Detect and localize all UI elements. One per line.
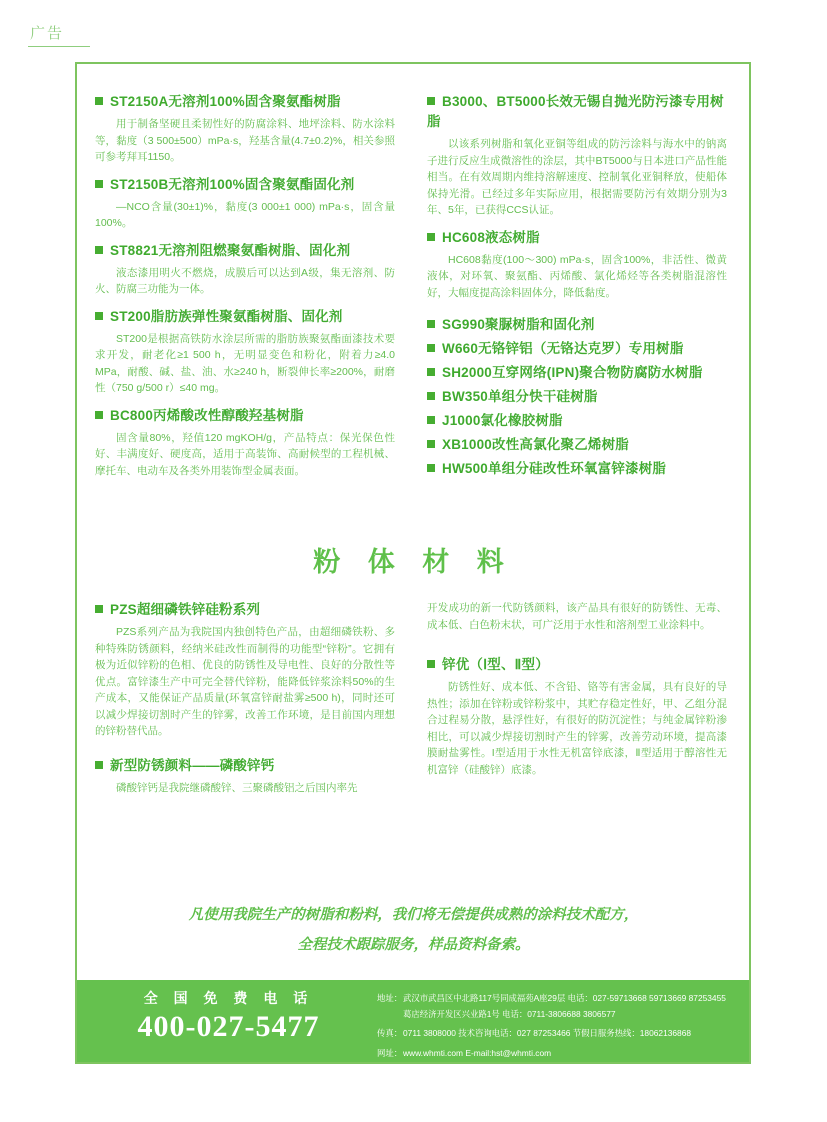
resin-item xyxy=(95,175,395,232)
footer-web-value[interactable]: www.whmti.com E-mail:hst@whmti.com xyxy=(403,1047,552,1058)
resin-list-item xyxy=(427,459,727,479)
resin-list-item-text: SH2000互穿网络(IPN)聚合物防腐防水树脂 xyxy=(442,365,703,380)
resin-item xyxy=(427,228,727,302)
ad-tag: 广告 xyxy=(30,25,65,42)
footer-address-value: 武汉市武昌区中北路117号同成福苑A座29层 电话：027-59713668 59713669 87253455 xyxy=(403,993,726,1003)
footer-hotline-block xyxy=(91,988,366,1044)
square-bullet-icon xyxy=(427,660,435,668)
powder-item xyxy=(427,655,727,778)
powder-column-left xyxy=(95,600,395,805)
footer-bar xyxy=(77,980,749,1062)
square-bullet-icon xyxy=(95,605,103,613)
resin-list-item-text: HW500单组分硅改性环氧富锌漆树脂 xyxy=(442,461,667,476)
resin-item-title xyxy=(427,228,727,248)
square-bullet-icon xyxy=(427,416,435,424)
resin-item-title-text: ST8821无溶剂阻燃聚氨酯树脂、固化剂 xyxy=(110,242,351,258)
resin-list-item-text: SG990聚脲树脂和固化剂 xyxy=(442,317,595,332)
resin-item-title-text: B3000、BT5000长效无锡自抛光防污漆专用树脂 xyxy=(427,94,724,129)
resin-item-title xyxy=(95,307,395,327)
resin-item xyxy=(95,307,395,397)
powder-column-right xyxy=(427,600,727,787)
square-bullet-icon xyxy=(95,246,103,254)
resin-item-title-text: ST2150A无溶剂100%固含聚氨酯树脂 xyxy=(110,94,341,109)
resin-list-item-text: W660无铬锌铝（无铬达克罗）专用树脂 xyxy=(442,341,684,356)
resin-list-item-text: XB1000改性高氯化聚乙烯树脂 xyxy=(442,437,629,452)
resin-simple-list xyxy=(427,315,727,479)
resin-item-body: 固含量80%，羟值120 mgKOH/g，产品特点：保光保色性好、丰满度好、硬度高，适用于高装饰、高耐候型的工程机械、摩托车、电动车及各类外用装饰型金属表面。 xyxy=(95,431,395,477)
powder-item-body: 磷酸锌钙是我院继磷酸锌、三聚磷酸铝之后国内率先 xyxy=(116,781,358,794)
square-bullet-icon xyxy=(427,392,435,400)
resin-list-item xyxy=(427,387,727,407)
resin-list-item-text: BW350单组分快干硅树脂 xyxy=(442,389,598,404)
powder-item xyxy=(95,756,395,797)
resin-column-left xyxy=(95,92,395,488)
resin-item-title xyxy=(95,406,395,426)
resin-item xyxy=(427,92,727,219)
square-bullet-icon xyxy=(95,761,103,769)
resin-item-body: HC608黏度(100～300) mPa·s，固含100%，非活性、微黄液体，对环氧、聚氨酯、丙烯酸、氯化烯烃等各类树脂混溶性好，大幅度提高涂料固体分，降低黏度。 xyxy=(427,253,727,299)
powder-item-body: 防锈性好、成本低、不含铅、铬等有害金属，具有良好的导热性；添加在锌粉或锌粉浆中，其贮存稳定性好，甲、乙组分混合过程易分散，悬浮性好，有很好的防沉淀性；与纯金属锌粉渗相比，可以减少焊接切割时产生的锌雾，改善劳动环境，提高漆膜耐盐雾性。I型适用于水性无机富锌底漆，Ⅱ型适用于醇溶性无机富锌（硅酸锌）底漆。 xyxy=(427,681,727,776)
square-bullet-icon xyxy=(95,180,103,188)
powder-item-title-text: PZS超细磷铁锌硅粉系列 xyxy=(110,602,261,617)
powder-item-title-text: 新型防锈颜料——磷酸锌钙 xyxy=(110,757,275,773)
resin-item-title xyxy=(427,92,727,132)
resin-list-item xyxy=(427,411,727,431)
footer-web-label: 网址： xyxy=(377,1047,403,1058)
resin-item-body: —NCO含量(30±1)%，黏度(3 000±1 000) mPa·s，固含量100%。 xyxy=(95,200,395,229)
slogan xyxy=(0,900,827,960)
footer-phone-number: 400-027-5477 xyxy=(137,1010,320,1043)
powder-item-title xyxy=(427,655,727,675)
resin-item xyxy=(95,92,395,166)
square-bullet-icon xyxy=(427,440,435,448)
footer-address-line xyxy=(377,991,739,1007)
resin-item-title-text: HC608液态树脂 xyxy=(442,229,540,245)
resin-item-title xyxy=(95,175,395,195)
resin-list-item-text: J1000氯化橡胶树脂 xyxy=(442,413,563,428)
footer-contact-block xyxy=(377,991,739,1061)
section-heading-powder: 粉 体 材 料 xyxy=(313,547,514,577)
powder-item-continuation xyxy=(427,600,727,633)
slogan-line: 全程技术跟踪服务，样品资料备索。 xyxy=(297,937,530,953)
resin-item-body: 以该系列树脂和氧化亚铜等组成的防污涂料与海水中的钠离子进行反应生成微溶性的涂层，其中BT5000与日本进口产品性能相当。在有效周期内维持溶解速度、控制氧化亚铜释放，使船体保持光滑。已经过多年实际应用，根据需要防污有效期分别为3年、5年，已获得CCS认证。 xyxy=(427,138,727,216)
resin-list-item xyxy=(427,435,727,455)
resin-section xyxy=(95,92,735,488)
powder-item-title xyxy=(95,756,395,776)
ad-tag-underline xyxy=(28,46,90,47)
square-bullet-icon xyxy=(95,97,103,105)
square-bullet-icon xyxy=(427,368,435,376)
square-bullet-icon xyxy=(427,97,435,105)
square-bullet-icon xyxy=(427,344,435,352)
footer-free-label: 全 国 免 费 电 话 xyxy=(143,990,314,1006)
resin-item xyxy=(95,241,395,298)
resin-item-title-text: ST2150B无溶剂100%固含聚氨酯固化剂 xyxy=(110,176,355,192)
powder-item xyxy=(95,600,395,740)
footer-address-label: 地址： xyxy=(377,993,403,1003)
square-bullet-icon xyxy=(95,312,103,320)
square-bullet-icon xyxy=(95,411,103,419)
footer-address-line-2 xyxy=(377,1007,739,1023)
footer-fax-line xyxy=(377,1026,739,1042)
square-bullet-icon xyxy=(427,464,435,472)
resin-list-item xyxy=(427,315,727,335)
resin-item-body: 用于制备坚硬且柔韧性好的防腐涂料、地坪涂料、防水涂料等，黏度（3 500±500）mPa·s，羟基含量(4.7±0.2)%，相关参照可参考拜耳1150。 xyxy=(95,118,395,163)
resin-list-item xyxy=(427,339,727,359)
powder-section xyxy=(95,600,735,805)
powder-item-body: 开发成功的新一代防锈颜料，该产品具有很好的防锈性、无毒、成本低、白色粉末状，可广泛用于水性和溶剂型工业涂料中。 xyxy=(427,602,727,631)
resin-list-item xyxy=(427,363,727,383)
footer-fax-label: 传真： xyxy=(377,1028,403,1038)
footer-address-value-2: 葛店经济开发区兴业路1号 电话：0711-3806688 3806577 xyxy=(403,1008,616,1019)
resin-column-right xyxy=(427,92,727,483)
square-bullet-icon xyxy=(427,233,435,241)
footer-web-line xyxy=(377,1046,739,1062)
resin-item-body: ST200是根据高铁防水涂层所需的脂肪族聚氨酯面漆技术要求开发，耐老化≥1 500 h，无明显变色和粉化，附着力≥4.0 MPa，耐酸、碱、盐、油、水≥240 h，断裂伸长率≥200%，耐磨性（750 g/500 r）≤40 mg。 xyxy=(95,332,395,394)
powder-item-title xyxy=(95,600,395,620)
resin-item-title-text: BC800丙烯酸改性醇酸羟基树脂 xyxy=(110,407,304,423)
powder-item-body: PZS系列产品为我院国内独创特色产品，由超细磷铁粉、多种特殊防锈颜料，经纳米硅改性而制得的功能型“锌粉”。它拥有极为近似锌粉的色相、优良的防锈性及导电性、良好的分散性等优点。富锌漆生产中可完全替代锌粉，能降低锌浆涂料50%的生产成本，又能保证产品质量(环氧富锌耐盐雾≥500 h)，同时还可以减少焊接切割时产生的锌雾，改善工作环境，是目前国内理想的锌粉替代品。 xyxy=(95,626,395,737)
square-bullet-icon xyxy=(427,320,435,328)
resin-item-title xyxy=(95,92,395,112)
resin-item-title-text: ST200脂肪族弹性聚氨酯树脂、固化剂 xyxy=(110,308,343,324)
powder-item-title-text: 锌优（Ⅰ型、Ⅱ型） xyxy=(442,657,549,672)
slogan-line: 凡使用我院生产的树脂和粉料，我们将无偿提供成熟的涂料技术配方， xyxy=(188,907,639,923)
resin-item xyxy=(95,406,395,480)
resin-item-body: 液态漆用明火不燃烧，成膜后可以达到A级，集无溶剂、防火、防腐三功能为一体。 xyxy=(95,266,395,295)
resin-item-title xyxy=(95,241,395,261)
footer-fax-value: 0711 3808000 技术咨询电话：027 87253466 节假日服务热线：18062136868 xyxy=(403,1028,692,1038)
